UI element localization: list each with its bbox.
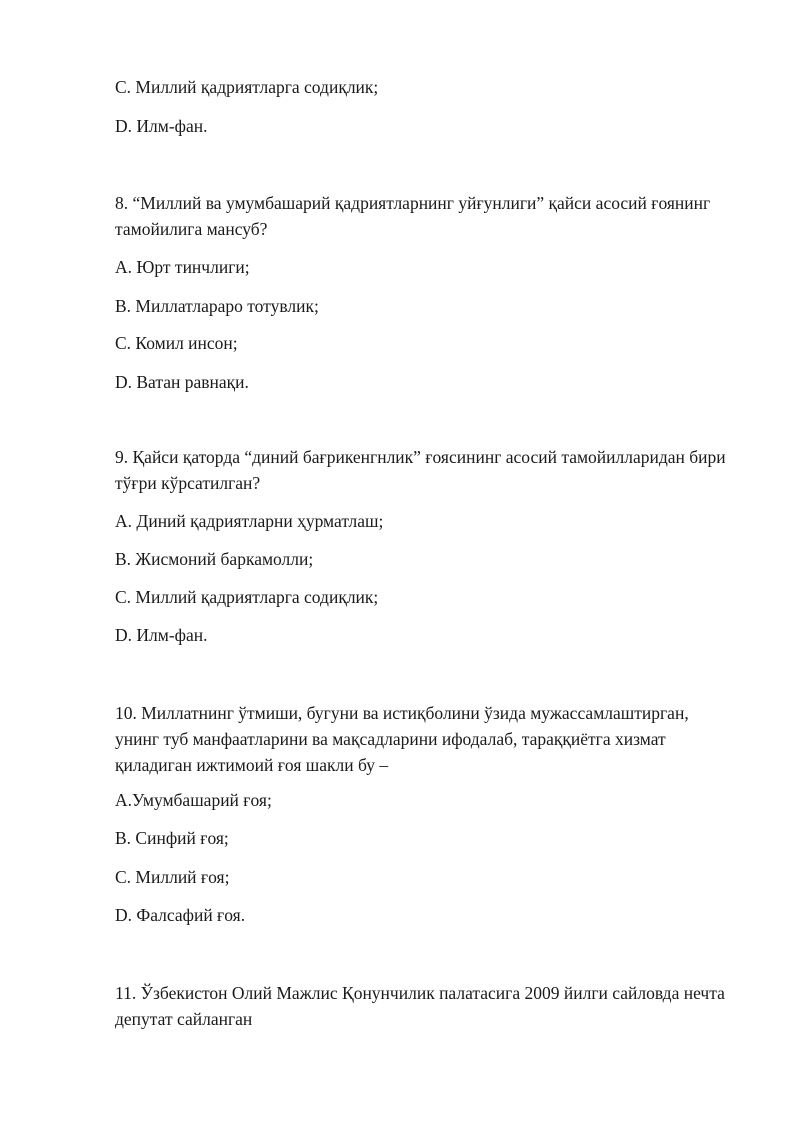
- question-10-text: 10. Миллатнинг ўтмиши, бугуни ва истиқболини ўзида мужассамлаштирган, унинг туб манфаатларини ва мақсадларини ифодалаб, тараққиётга хизмат қиладиган ижтимоий ғоя шакли бу –: [115, 703, 689, 775]
- question-10-option-d: D. Фалсафий ғоя.: [115, 905, 246, 925]
- question-10-option-b: B. Синфий ғоя;: [115, 828, 229, 848]
- question-8-option-d: D. Ватан равнақи.: [115, 372, 249, 392]
- question-10-option-a: A.Умумбашарий ғоя;: [115, 790, 272, 810]
- question-9-text: 9. Қайси қаторда “диний бағрикенгнлик” ғоясининг асосий тамойилларидан бири тўғри кўрсатилган?: [115, 447, 726, 493]
- question-8-text: 8. “Миллий ва умумбашарий қадриятларнинг уйғунлиги” қайси асосий ғоянинг тамойилига мансуб?: [115, 193, 711, 239]
- question-8-option-a: A. Юрт тинчлиги;: [115, 257, 250, 277]
- question-9-option-c: C. Миллий қадриятларга содиқлик;: [115, 587, 379, 607]
- question-9-option-d: D. Илм-фан.: [115, 625, 208, 645]
- prev-option-c: C. Миллий қадриятларга содиқлик;: [115, 77, 379, 97]
- question-8-option-c: C. Комил инсон;: [115, 333, 238, 353]
- question-10-option-c: C. Миллий ғоя;: [115, 867, 230, 887]
- question-9-option-b: B. Жисмоний баркамолли;: [115, 549, 314, 569]
- prev-option-d: D. Илм-фан.: [115, 116, 208, 136]
- question-11-text: 11. Ўзбекистон Олий Мажлис Қонунчилик палатасига 2009 йилги сайловда нечта депутат сайланган: [115, 983, 725, 1029]
- question-9-option-a: A. Диний қадриятларни ҳурматлаш;: [115, 511, 384, 531]
- question-8-option-b: B. Миллатлараро тотувлик;: [115, 296, 319, 316]
